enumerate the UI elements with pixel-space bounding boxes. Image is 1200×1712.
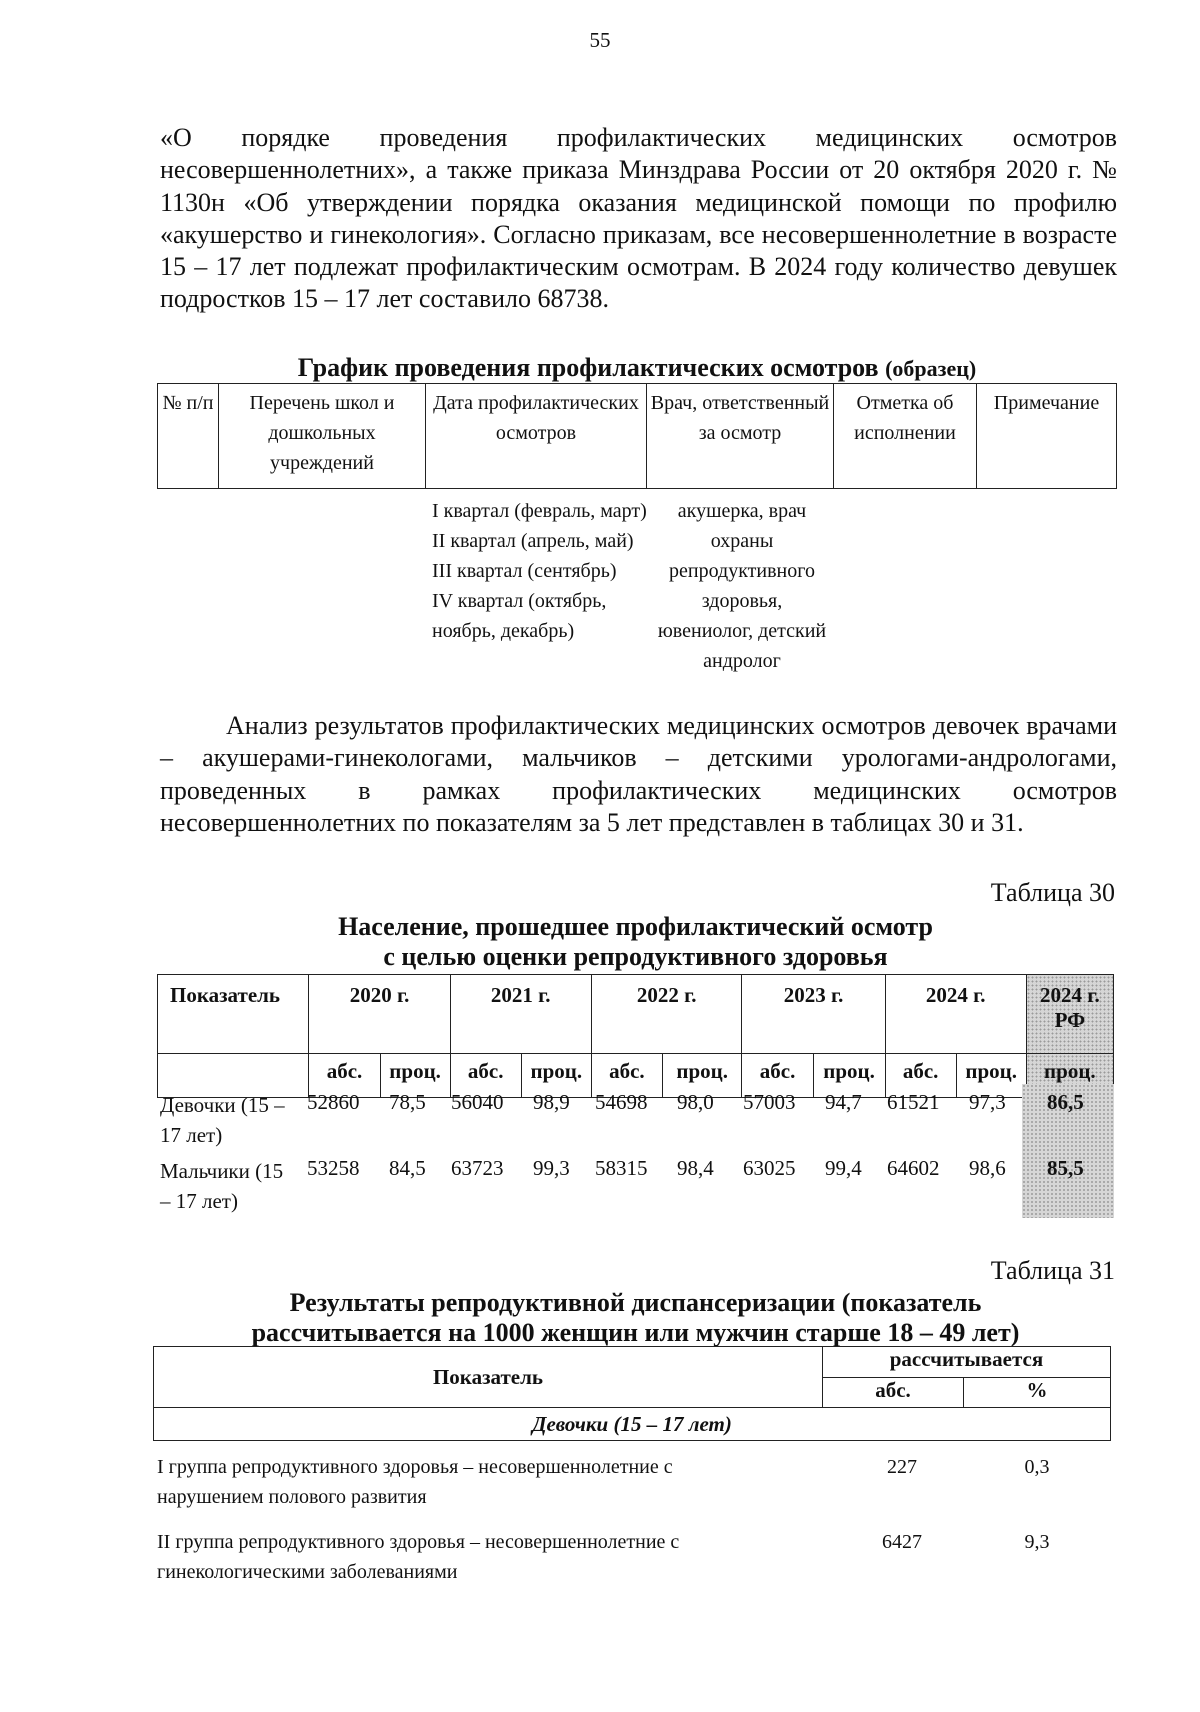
t30-cell: 56040 bbox=[451, 1090, 504, 1114]
t30-cell: 57003 bbox=[743, 1090, 796, 1114]
schedule-date-q4: IV квартал (октябрь, ноябрь, декабрь) bbox=[432, 590, 607, 642]
t31-row-abs: 227 bbox=[887, 1456, 917, 1478]
table31-title-line2: рассчитывается на 1000 женщин или мужчин старше 18 – 49 лет) bbox=[251, 1318, 1020, 1347]
table31-label: Таблица 31 bbox=[990, 1256, 1115, 1285]
t30-header-year-2020: 2020 г. bbox=[309, 975, 450, 1054]
t30-header-year-2024: 2024 г. bbox=[885, 975, 1026, 1054]
t30-header-year-2023: 2023 г. bbox=[742, 975, 885, 1054]
schedule-header-done: Отметка об исполнении bbox=[834, 384, 977, 489]
t30-cell: 98,0 bbox=[677, 1090, 714, 1114]
table31-title bbox=[157, 1288, 1114, 1348]
t30-cell: 78,5 bbox=[389, 1090, 426, 1114]
t30-header-indicator: Показатель bbox=[158, 975, 309, 1054]
t30-cell: 63723 bbox=[451, 1156, 504, 1180]
schedule-header-notes: Примечание bbox=[977, 384, 1117, 489]
schedule-table bbox=[157, 383, 1117, 489]
t30-sub-pct-2022: проц. bbox=[662, 1054, 742, 1098]
t30-cell: 61521 bbox=[887, 1090, 940, 1114]
table31-title-line1: Результаты репродуктивной диспансеризации (показатель bbox=[289, 1288, 982, 1317]
schedule-header-doctor: Врач, ответственный за осмотр bbox=[647, 384, 834, 489]
schedule-title-text: График проведения профилактических осмотров bbox=[297, 353, 879, 382]
t30-cell: 52860 bbox=[307, 1090, 360, 1114]
t30-cell: 63025 bbox=[743, 1156, 796, 1180]
t30-sub-pct-2021: проц. bbox=[521, 1054, 591, 1098]
t30-header-rf: 2024 г. РФ bbox=[1026, 975, 1113, 1054]
t30-sub-abs-2024: абс. bbox=[885, 1054, 956, 1098]
t30-cell: 98,9 bbox=[533, 1090, 570, 1114]
table30-title-line1: Население, прошедшее профилактический осмотр bbox=[338, 912, 933, 941]
t31-row-pct: 0,3 bbox=[1024, 1456, 1050, 1478]
t30-cell: 94,7 bbox=[825, 1090, 862, 1114]
analysis-paragraph: Анализ результатов профилактических медицинских осмотров девочек врачами – акушерами-гинекологами, мальчиков – детскими урологами-андрологами, проведенных в рамках профилактических медицинских осмотров несовершеннолетних по показателям за 5 лет представлен в таблицах 30 и 31. bbox=[160, 711, 1117, 837]
table31-body bbox=[157, 1452, 1114, 1602]
t30-cell: 99,3 bbox=[533, 1156, 570, 1180]
t30-cell: 99,4 bbox=[825, 1156, 862, 1180]
t30-sub-pct-rf: проц. bbox=[1026, 1054, 1113, 1098]
t31-section-girls: Девочки (15 – 17 лет) bbox=[154, 1408, 1111, 1441]
schedule-date-q2: II квартал (апрель, май) bbox=[432, 530, 634, 552]
table30-label: Таблица 30 bbox=[990, 878, 1115, 907]
t31-header-group: рассчитывается bbox=[823, 1347, 1111, 1378]
t30-header-year-2022: 2022 г. bbox=[591, 975, 742, 1054]
table30-title-line2: с целью оценки репродуктивного здоровья bbox=[383, 942, 888, 971]
t30-cell: 97,3 bbox=[969, 1090, 1006, 1114]
schedule-title bbox=[157, 353, 1117, 384]
page-number: 55 bbox=[589, 28, 611, 52]
schedule-date-q3: III квартал (сентябрь) bbox=[432, 560, 617, 582]
schedule-header-num: № п/п bbox=[158, 384, 219, 489]
table30-header bbox=[157, 974, 1114, 1098]
t31-header-indicator: Показатель bbox=[154, 1347, 823, 1408]
t31-row-label: I группа репродуктивного здоровья – несовершеннолетние с нарушением полового развития bbox=[157, 1456, 673, 1508]
t30-cell: 54698 bbox=[595, 1090, 648, 1114]
t30-cell: 58315 bbox=[595, 1156, 648, 1180]
intro-paragraph: «О порядке проведения профилактических медицинских осмотров несовершеннолетних», а также приказа Минздрава России от 20 октября 2020 г. № 1130н «Об утверждении порядка оказания медицинской помощи по профилю «акушерство и гинекология». Согласно приказам, все несовершеннолетние в возрасте 15 – 17 лет подлежат профилактическим осмотрам. В 2024 году количество девушек подростков 15 – 17 лет составило 68738. bbox=[160, 123, 1117, 314]
t30-cell: 98,4 bbox=[677, 1156, 714, 1180]
schedule-dates bbox=[432, 496, 652, 646]
t30-cell: 84,5 bbox=[389, 1156, 426, 1180]
table-row bbox=[157, 1452, 1114, 1527]
t30-cell: 98,6 bbox=[969, 1156, 1006, 1180]
table-row bbox=[157, 1084, 1114, 1156]
t30-cell-rf: 85,5 bbox=[1047, 1156, 1084, 1180]
schedule-header-dates: Дата профилактических осмотров bbox=[426, 384, 647, 489]
t31-row-pct: 9,3 bbox=[1024, 1531, 1050, 1553]
table30-body bbox=[157, 1084, 1114, 1226]
schedule-date-q1: I квартал (февраль, март) bbox=[432, 500, 647, 522]
table31-header bbox=[153, 1346, 1111, 1441]
t31-header-pct: % bbox=[964, 1377, 1111, 1408]
t30-row-label: Девочки (15 – 17 лет) bbox=[160, 1093, 285, 1147]
table30-title bbox=[157, 912, 1114, 972]
t30-header-year-2021: 2021 г. bbox=[450, 975, 591, 1054]
table-row bbox=[157, 1156, 1114, 1226]
t30-cell: 53258 bbox=[307, 1156, 360, 1180]
schedule-header-schools: Перечень школ и дошкольных учреждений bbox=[219, 384, 426, 489]
t30-sub-pct-2024: проц. bbox=[956, 1054, 1026, 1098]
schedule-doctors: акушерка, врач охраны репродуктивного здоровья, ювениолог, детский андролог bbox=[657, 500, 827, 672]
schedule-title-note: (образец) bbox=[885, 356, 977, 381]
t30-sub-pct-2023: проц. bbox=[813, 1054, 885, 1098]
t30-sub-abs-2023: абс. bbox=[742, 1054, 813, 1098]
t30-row-label: Мальчики (15 – 17 лет) bbox=[160, 1159, 284, 1213]
t30-sub-abs-2021: абс. bbox=[450, 1054, 521, 1098]
t30-cell: 64602 bbox=[887, 1156, 940, 1180]
t30-sub-abs-2022: абс. bbox=[591, 1054, 662, 1098]
t31-row-label: II группа репродуктивного здоровья – несовершеннолетние с гинекологическими заболеваниями bbox=[157, 1531, 680, 1583]
t31-header-abs: абс. bbox=[823, 1377, 964, 1408]
t30-sub-abs-2020: абс. bbox=[309, 1054, 380, 1098]
table-row bbox=[157, 1527, 1114, 1602]
t31-row-abs: 6427 bbox=[882, 1531, 922, 1553]
t30-sub-pct-2020: проц. bbox=[380, 1054, 450, 1098]
t30-cell-rf: 86,5 bbox=[1047, 1090, 1084, 1114]
